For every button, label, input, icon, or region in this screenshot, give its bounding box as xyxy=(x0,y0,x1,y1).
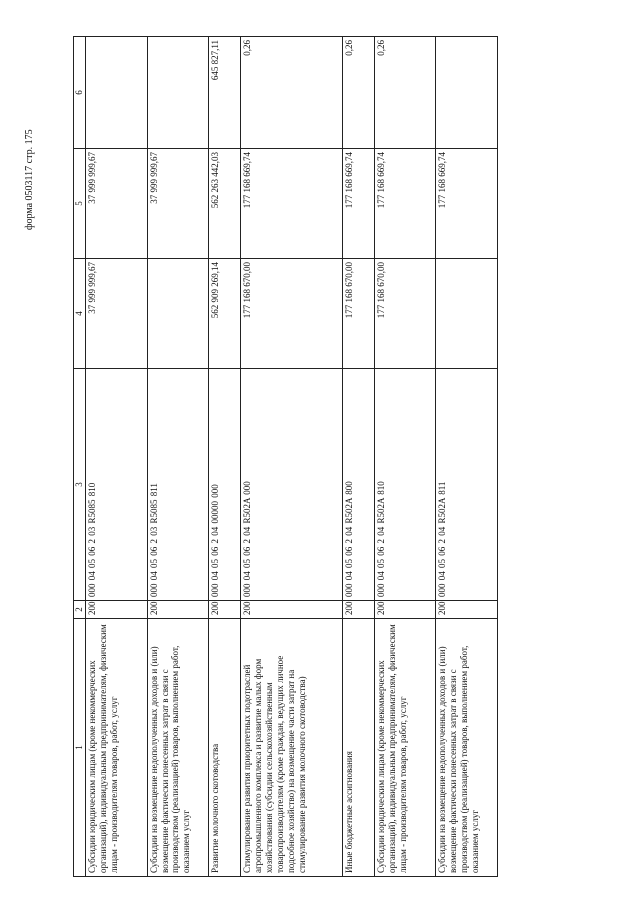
row-executed: 177 168 669,74 xyxy=(240,149,342,259)
row-classification-code: 000 04 05 06 2 04 R502A 810 xyxy=(374,369,436,601)
row-approved xyxy=(147,259,209,369)
row-classification-code: 000 04 05 06 2 03 R5085 810 xyxy=(85,369,147,601)
column-number: 1 xyxy=(74,619,86,877)
row-name: Развитие молочного скотоводства xyxy=(209,619,241,877)
row-unexecuted xyxy=(147,37,209,149)
row-approved: 177 168 670,00 xyxy=(342,259,374,369)
row-classification-code: 000 04 05 06 2 04 R502A 800 xyxy=(342,369,374,601)
row-unexecuted: 0,26 xyxy=(374,37,436,149)
report-table-wrapper xyxy=(73,37,498,877)
row-line-code: 200 xyxy=(240,601,342,619)
row-line-code: 200 xyxy=(85,601,147,619)
form-label: форма 0503117 стр. 175 xyxy=(24,129,35,230)
column-number: 4 xyxy=(74,259,86,369)
column-number: 2 xyxy=(74,601,86,619)
row-approved: 177 168 670,00 xyxy=(240,259,342,369)
row-line-code: 200 xyxy=(209,601,241,619)
table-row xyxy=(342,37,374,877)
row-name: Субсидии на возмещение недополученных доходов и (или) возмещение фактически понесенных затрат в связи с производством (реализацией) товаров, выполнением работ, оказанием услуг xyxy=(436,619,498,877)
row-executed: 562 263 442,03 xyxy=(209,149,241,259)
row-name: Субсидии на возмещение недополученных доходов и (или) возмещение фактически понесенных затрат в связи с производством (реализацией) товаров, выполнением работ, оказанием услуг xyxy=(147,619,209,877)
row-line-code: 200 xyxy=(436,601,498,619)
row-executed: 177 168 669,74 xyxy=(374,149,436,259)
row-name: Иные бюджетные ассигнования xyxy=(342,619,374,877)
row-unexecuted: 0,26 xyxy=(342,37,374,149)
row-unexecuted xyxy=(436,37,498,149)
row-classification-code: 000 04 05 06 2 03 R5085 811 xyxy=(147,369,209,601)
row-approved: 562 909 269,14 xyxy=(209,259,241,369)
row-name: Субсидии юридическим лицам (кроме некоммерческих организаций), индивидуальным предпринимателям, физическим лицам - производителям товаров, работ, услуг xyxy=(374,619,436,877)
row-unexecuted: 645 827,11 xyxy=(209,37,241,149)
row-executed: 177 168 669,74 xyxy=(436,149,498,259)
column-number: 5 xyxy=(74,149,86,259)
row-unexecuted: 0,26 xyxy=(240,37,342,149)
table-row xyxy=(374,37,436,877)
table-row xyxy=(240,37,342,877)
table-row xyxy=(147,37,209,877)
column-number-row xyxy=(74,37,86,877)
table-row xyxy=(85,37,147,877)
page-header xyxy=(14,12,44,232)
row-executed: 177 168 669,74 xyxy=(342,149,374,259)
table-row xyxy=(209,37,241,877)
row-executed: 37 999 999,67 xyxy=(147,149,209,259)
row-executed: 37 999 999,67 xyxy=(85,149,147,259)
row-approved: 177 168 670,00 xyxy=(374,259,436,369)
row-classification-code: 000 04 05 06 2 04 R502A 811 xyxy=(436,369,498,601)
column-number: 6 xyxy=(74,37,86,149)
row-line-code: 200 xyxy=(147,601,209,619)
row-classification-code: 000 04 05 06 2 04 00000 000 xyxy=(209,369,241,601)
column-number: 3 xyxy=(74,369,86,601)
row-line-code: 200 xyxy=(342,601,374,619)
table-row xyxy=(436,37,498,877)
row-unexecuted xyxy=(85,37,147,149)
row-classification-code: 000 04 05 06 2 04 R502A 000 xyxy=(240,369,342,601)
row-approved xyxy=(436,259,498,369)
row-name: Стимулирование развития приоритетных подотраслей агропромышленного комплекса и развитие малых форм хозяйствования (субсидии сельскохозяйственным товаропроизводителям (кроме граждан, ведущих личное подсобное хозяйство) на возмещение части затрат на стимулирование развития молочного скотоводства) xyxy=(240,619,342,877)
report-table xyxy=(73,36,498,877)
row-name: Субсидии юридическим лицам (кроме некоммерческих организаций), индивидуальным предпринимателям, физическим лицам - производителям товаров, работ, услуг xyxy=(85,619,147,877)
row-approved: 37 999 999,67 xyxy=(85,259,147,369)
row-line-code: 200 xyxy=(374,601,436,619)
